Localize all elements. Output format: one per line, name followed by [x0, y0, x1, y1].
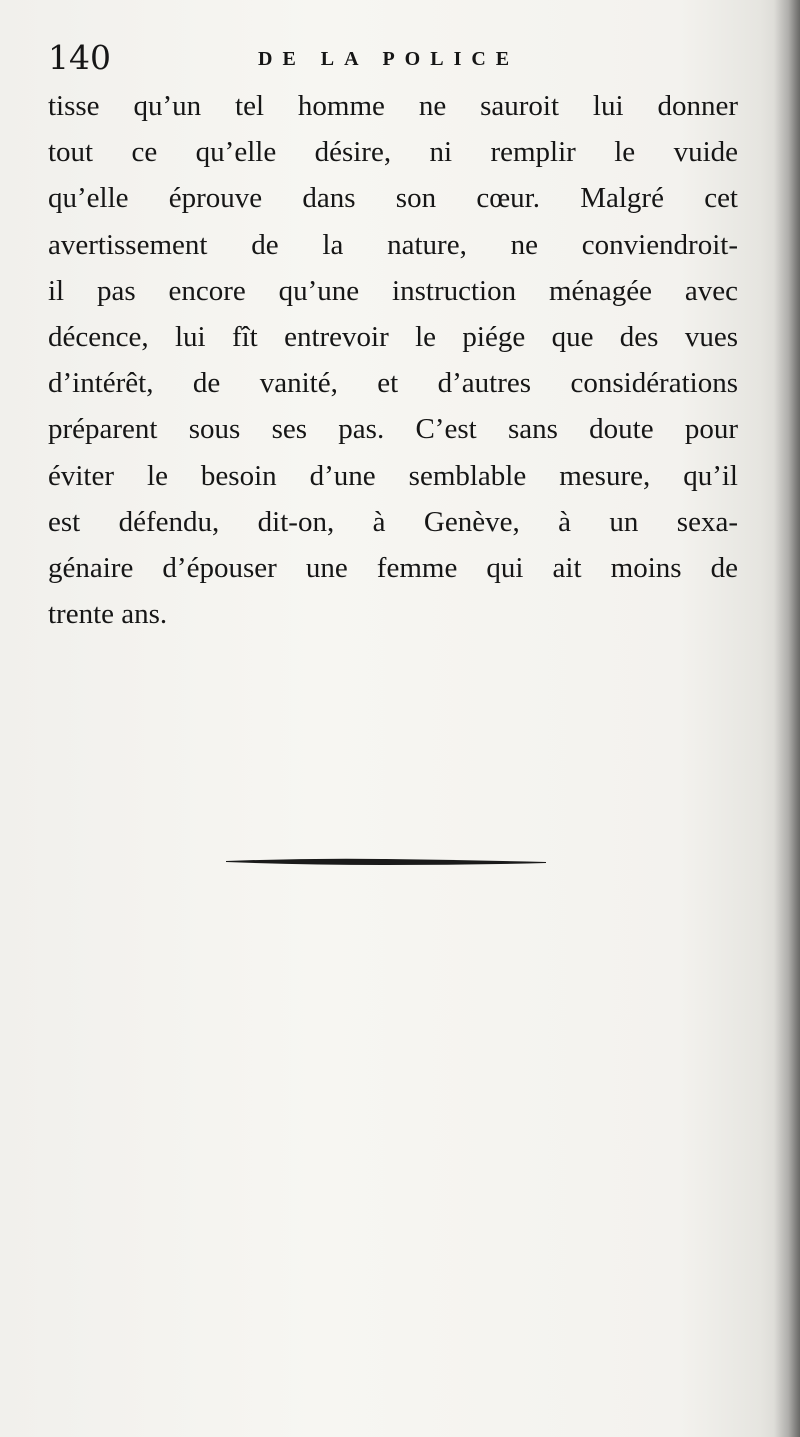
text-line: génaire d’épouser une femme qui ait moins de	[48, 551, 738, 584]
text-line: qu’elle éprouve dans son cœur. Malgré cet	[48, 182, 738, 215]
text-line: il pas encore qu’une instruction ménagée avec	[48, 274, 738, 307]
text-line: est défendu, dit-on, à Genève, à un sexa-	[48, 505, 738, 538]
running-head: DE LA POLICE	[258, 48, 520, 70]
text-line: avertissement de la nature, ne conviendroit-	[48, 228, 738, 261]
text-line-last: trente ans.	[48, 598, 168, 631]
page-header	[48, 38, 748, 78]
text-line: d’intérêt, de vanité, et d’autres considérations	[48, 367, 738, 400]
text-line: décence, lui fît entrevoir le piége que des vues	[48, 320, 738, 353]
text-line: tout ce qu’elle désire, ni remplir le vuide	[48, 136, 738, 169]
body-text	[48, 83, 738, 637]
section-end-rule	[226, 856, 546, 864]
page-number: 140	[48, 38, 111, 77]
text-line: tisse qu’un tel homme ne sauroit lui donner	[48, 90, 738, 122]
text-line: préparent sous ses pas. C’est sans doute pour	[48, 413, 738, 446]
text-line: éviter le besoin d’une semblable mesure, qu’il	[48, 459, 738, 492]
page-edge-shadow	[774, 0, 800, 1437]
